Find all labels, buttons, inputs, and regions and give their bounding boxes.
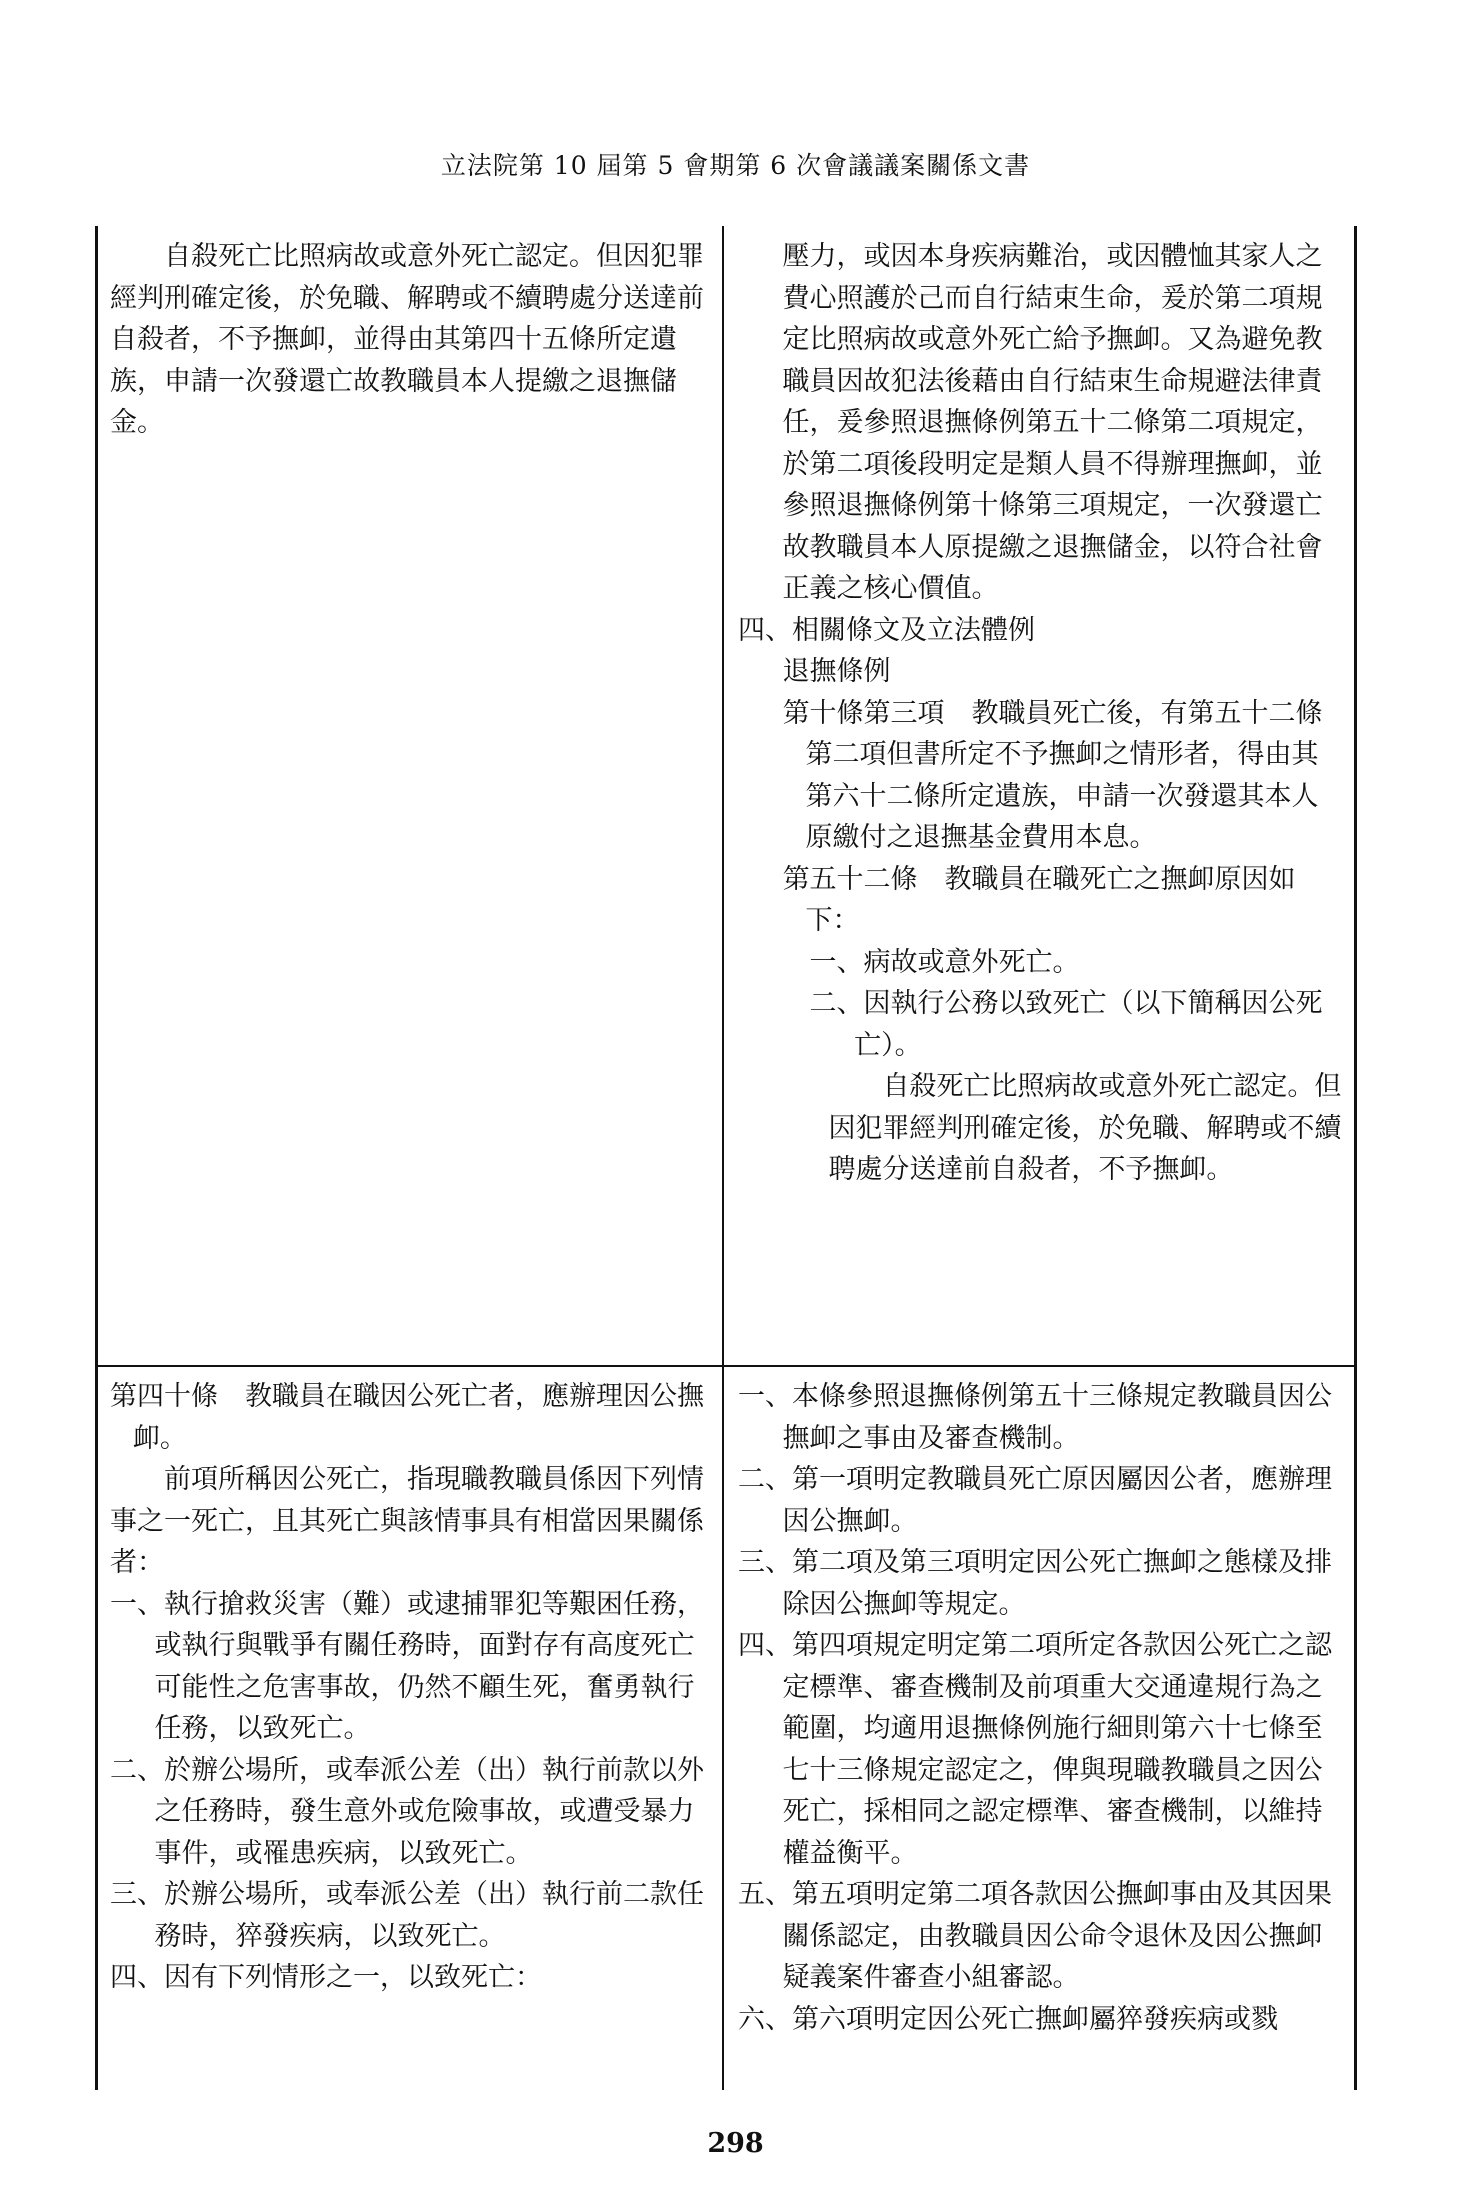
list-item: 二、於辦公場所，或奉派公差（出）執行前款以外之任務時，發生意外或危險事故，或遭受暴力事件，或罹患疾病，以致死亡。	[110, 1754, 704, 1869]
list-item: 一、本條參照退撫條例第五十三條規定教職員因公撫卹之事由及審查機制。	[738, 1381, 1332, 1454]
row1-right-cell	[738, 236, 1343, 1191]
law-item: 二、因執行公務以致死亡（以下簡稱因公死亡）。	[809, 988, 1323, 1061]
law-paragraph: 自殺死亡比照病故或意外死亡認定。但因犯罪經判刑確定後，於免職、解聘或不續聘處分送達前自殺者，不予撫卹。	[828, 1071, 1342, 1185]
row2-right-cell	[738, 1376, 1343, 2040]
law-item: 一、病故或意外死亡。	[809, 946, 1080, 978]
paragraph: 壓力，或因本身疾病難治，或因體恤其家人之費心照護於己而自行結束生命，爰於第二項規定比照病故或意外死亡給予撫卹。又為避免教職員因故犯法後藉由自行結束生命規避法律責任，爰參照退撫條例第五十二條第二項規定，於第二項後段明定是類人員不得辦理撫卹，並參照退撫條例第十條第三項規定，一次發還亡故教職員本人原提繳之退撫儲金，以符合社會正義之核心價值。	[782, 241, 1323, 604]
paragraph: 前項所稱因公死亡，指現職教職員係因下列情事之一死亡，且其死亡與該情事具有相當因果關係者：	[110, 1464, 704, 1578]
law-name: 退撫條例	[782, 656, 891, 687]
list-item: 一、執行搶救災害（難）或逮捕罪犯等艱困任務，或執行與戰爭有關任務時，面對存有高度死亡可能性之危害事故，仍然不顧生死，奮勇執行任務，以致死亡。	[110, 1588, 704, 1744]
list-item: 四、第四項規定明定第二項所定各款因公死亡之認定標準、審查機制及前項重大交通違規行為之範圍，均適用退撫條例施行細則第六十七條至七十三條規定認定之，俾與現職教職員之因公死亡，採相同之認定標準、審查機制，以維持權益衡平。	[738, 1630, 1332, 1869]
page-number: 298	[707, 2128, 764, 2159]
row2-left-cell	[110, 1376, 710, 1999]
list-item: 六、第六項明定因公死亡撫卹屬猝發疾病或戮	[738, 2003, 1278, 2035]
list-item: 三、第二項及第三項明定因公死亡撫卹之態樣及排除因公撫卹等規定。	[738, 1547, 1332, 1620]
row1-left-cell	[110, 236, 710, 444]
paragraph: 自殺死亡比照病故或意外死亡認定。但因犯罪經判刑確定後，於免職、解聘或不續聘處分送達前自殺者，不予撫卹，並得由其第四十五條所定遺族，申請一次發還亡故教職員本人提繳之退撫儲金。	[110, 241, 704, 438]
table-left-border	[95, 226, 98, 2090]
article-heading: 第四十條 教職員在職因公死亡者，應辦理因公撫卹。	[110, 1381, 704, 1454]
table-row-divider	[95, 1365, 1357, 1367]
list-item: 五、第五項明定第二項各款因公撫卹事由及其因果關係認定，由教職員因公命令退休及因公撫卹疑義案件審查小組審認。	[738, 1879, 1332, 1993]
law-article: 第十條第三項 教職員死亡後，有第五十二條第二項但書所定不予撫卹之情形者，得由其第六十二條所定遺族，申請一次發還其本人原繳付之退撫基金費用本息。	[782, 697, 1323, 853]
table-column-divider	[722, 226, 724, 2090]
page-header: 立法院第 10 屆第 5 會期第 6 次會議議案關係文書	[440, 151, 1031, 180]
table-right-border	[1354, 226, 1357, 2090]
list-item: 四、因有下列情形之一，以致死亡：	[110, 1962, 542, 1993]
list-item: 二、第一項明定教職員死亡原因屬因公者，應辦理因公撫卹。	[738, 1464, 1332, 1537]
section-heading: 四、相關條文及立法體例	[738, 614, 1035, 646]
list-item: 三、於辦公場所，或奉派公差（出）執行前二款任務時，猝發疾病，以致死亡。	[110, 1879, 704, 1952]
law-article: 第五十二條 教職員在職死亡之撫卹原因如下：	[782, 863, 1296, 936]
